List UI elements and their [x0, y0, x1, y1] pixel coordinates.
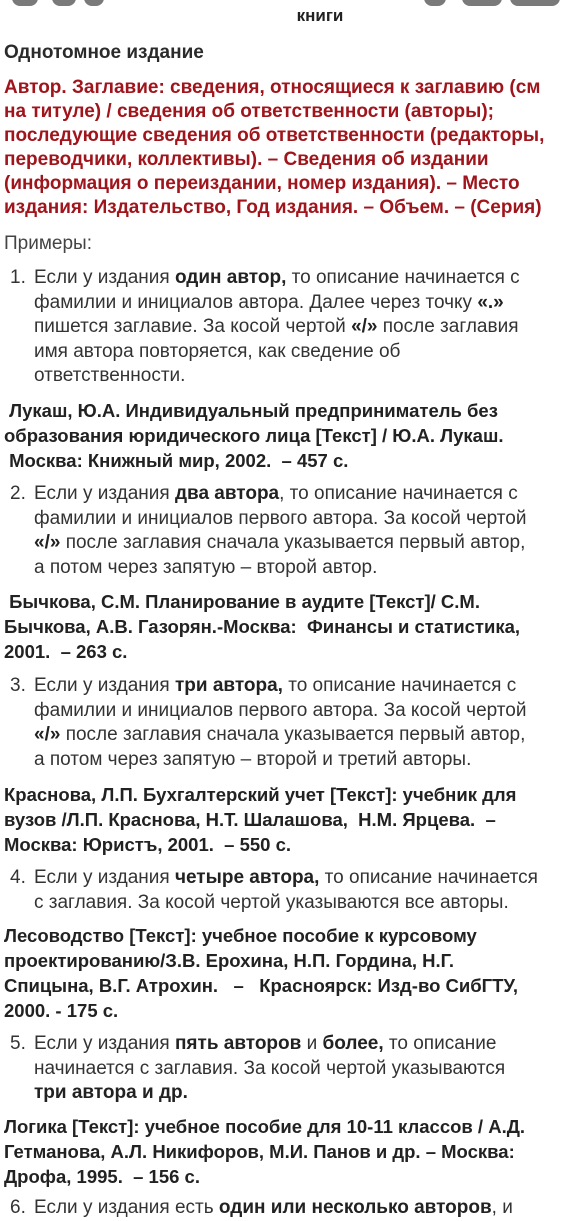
item-line: фамилии и инициалов первого автора. За косой чертой	[34, 507, 527, 529]
example-entry	[4, 398, 576, 473]
item-line: а потом через запятую – второй автор.	[34, 556, 378, 578]
example-line: образования юридического лица [Текст] / Ю.А. Лукаш.	[4, 425, 504, 446]
rule-item	[10, 1032, 576, 1106]
item-line: а потом через запятую – второй и третий авторы.	[34, 748, 472, 770]
item-line: три автора и др.	[34, 1082, 188, 1103]
scheme-line: переводчики, коллективы). – Сведения об издании	[4, 149, 489, 170]
item-line: Если у издания есть один или несколько авторов, и	[34, 1197, 513, 1218]
example-line: вузов /Л.П. Краснова, Н.Т. Шалашова, Н.М. Ярцева. –	[4, 809, 496, 830]
scheme-line: на титуле) / сведения об ответственности (авторы);	[4, 101, 495, 122]
example-line: Логика [Текст]: учебное пособие для 10-11 классов / А.Д.	[4, 1116, 526, 1137]
rule-item	[10, 1196, 576, 1221]
item-number: 6.	[10, 1197, 26, 1218]
item-line: «/» после заглавия сначала указывается первый автор,	[34, 724, 526, 745]
item-line: пишется заглавие. За косой чертой «/» после заглавия	[34, 316, 519, 337]
item-line: начинается с заглавия. За косой чертой указываются	[34, 1057, 506, 1079]
example-line: Спицына, В.Г. Атрохин. – Красноярск: Изд-во СибГТУ,	[4, 975, 519, 996]
example-line: Москва: Юристъ, 2001. – 550 с.	[4, 834, 292, 855]
item-line: Если у издания пять авторов и более, то описание	[34, 1033, 497, 1054]
example-line: Дрофа, 1995. – 156 с.	[4, 1166, 200, 1187]
example-line: 2001. – 263 с.	[4, 641, 128, 662]
example-line: Бычкова, С.М. Планирование в аудите [Текст]/ С.М.	[4, 591, 480, 612]
examples-label: Примеры:	[4, 233, 92, 254]
example-line: 2000. - 175 с.	[4, 1000, 119, 1021]
example-line: Лесоводство [Текст]: учебное пособие к курсовому	[4, 925, 477, 946]
item-number: 5.	[10, 1033, 26, 1054]
rule-item	[10, 482, 576, 580]
item-line: Если у издания два автора, то описание начинается с	[34, 483, 518, 504]
item-line: Если у издания три автора, то описание начинается с	[34, 675, 517, 696]
rule-item	[10, 266, 576, 389]
example-line: Гетманова, А.Л. Никифоров, М.И. Панов и др. – Москва:	[4, 1141, 515, 1162]
scheme-line: (информация о переиздании, номер издания). – Место	[4, 173, 520, 194]
scheme-line: издания: Издательство, Год издания. – Объем. – (Серия)	[4, 197, 542, 218]
scheme-line: Автор. Заглавие: сведения, относящиеся к заглавию (см	[4, 77, 541, 98]
example-entry	[4, 923, 576, 1023]
item-line: Если у издания четыре автора, то описание начинается	[34, 867, 538, 888]
rule-item	[10, 866, 576, 915]
item-line: фамилии и инициалов автора. Далее через точку «.»	[34, 291, 504, 313]
example-line: проектированию/З.В. Ерохина, Н.П. Гордина, Н.Г.	[4, 950, 454, 971]
example-entry	[4, 782, 576, 857]
section-heading: Однотомное издание	[4, 42, 204, 63]
item-number: 2.	[10, 483, 26, 504]
example-line: Лукаш, Ю.А. Индивидуальный предприниматель без	[4, 400, 498, 421]
item-line: фамилии и инициалов первого автора. За косой чертой	[34, 699, 527, 721]
page-title: книги	[296, 6, 344, 25]
item-line: ответственности.	[34, 365, 186, 386]
example-line: Москва: Книжный мир, 2002. – 457 с.	[4, 450, 349, 471]
item-number: 4.	[10, 867, 26, 888]
item-line: с заглавия. За косой чертой указываются все авторы.	[34, 891, 509, 913]
item-number: 1.	[10, 267, 26, 288]
item-line: Если у издания один автор, то описание начинается с	[34, 267, 520, 288]
example-line: Бычкова, А.В. Газорян.-Москва: Финансы и статистика,	[4, 616, 521, 637]
item-number: 3.	[10, 675, 26, 696]
example-line: Краснова, Л.П. Бухгалтерский учет [Текст]: учебник для	[4, 784, 517, 805]
rule-item	[10, 674, 576, 772]
scheme-line: последующие сведения об ответственности (редакторы,	[4, 125, 545, 146]
item-line: «/» после заглавия сначала указывается первый автор,	[34, 532, 526, 553]
item-line: имя автора повторяется, как сведение об	[34, 340, 401, 362]
description-scheme	[4, 76, 576, 220]
example-entry	[4, 1114, 576, 1189]
example-entry	[4, 589, 576, 664]
